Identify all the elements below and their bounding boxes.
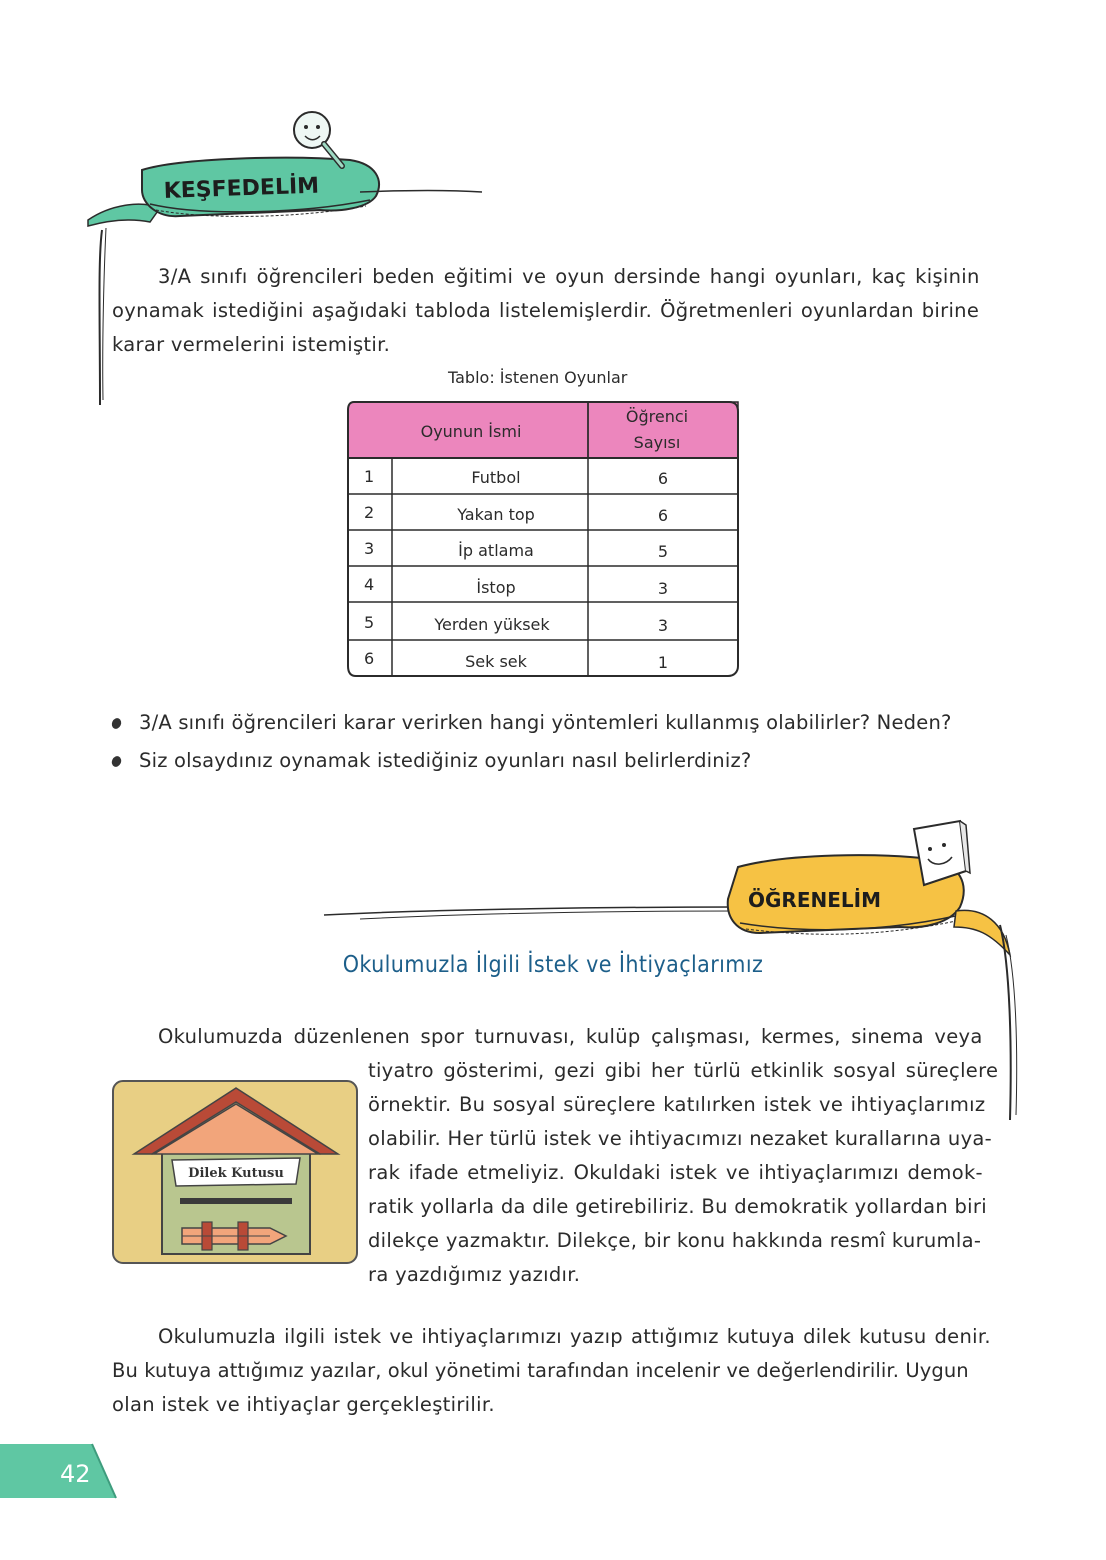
question-text: Siz olsaydınız oynamak istediğiniz oyunları nasıl belirlerdiniz? — [139, 749, 752, 772]
question-text: 3/A sınıfı öğrencileri karar verirken hangi yöntemleri kullanmış olabilirler? Neden? — [139, 711, 952, 734]
row-count: 5 — [657, 542, 669, 561]
para1-line: dilekçe yazmaktır. Dilekçe, bir konu hakkında resmî kurumla- — [368, 1229, 982, 1252]
row-name: İstop — [476, 578, 516, 597]
row-no: 1 — [364, 467, 375, 486]
row-name: Yakan top — [457, 505, 535, 524]
header-count-1: Öğrenci — [625, 407, 689, 426]
row-no: 3 — [364, 539, 375, 558]
row-no: 6 — [364, 649, 375, 668]
row-count: 3 — [657, 579, 669, 598]
para2-line: Okulumuzla ilgili istek ve ihtiyaçlarımızı yazıp attığımız kutuya dilek kutusu denir. — [158, 1325, 991, 1348]
para1-line: ra yazdığımız yazıdır. — [368, 1263, 581, 1286]
para1-line: örnektir. Bu sosyal süreçlere katılırken istek ve ihtiyaçlarımız — [368, 1093, 986, 1116]
para1-line: rak ifade etmeliyiz. Okuldaki istek ve ihtiyaçlarımızı demok- — [368, 1161, 983, 1184]
wish-box-illustration — [110, 1078, 360, 1268]
school-paragraph-wrap — [368, 1054, 999, 1292]
learn-banner-text: ÖĞRENELİM — [748, 888, 881, 912]
intro-line: 3/A sınıfı öğrencileri beden eğitimi ve oyun dersinde hangi oyunları, kaç kişinin — [158, 265, 980, 288]
discover-banner — [80, 100, 490, 410]
discover-banner-text: KEŞFEDELİM — [163, 173, 320, 204]
row-no: 4 — [364, 575, 375, 594]
para2-line: olan istek ve ihtiyaçlar gerçekleştirilir. — [112, 1393, 495, 1416]
row-name: Yerden yüksek — [434, 615, 550, 634]
section-title: Okulumuzla İlgili İstek ve İhtiyaçlarımız — [342, 952, 764, 978]
row-name: Sek sek — [465, 652, 527, 671]
para2-line: Bu kutuya attığımız yazılar, okul yönetimi tarafından incelenir ve değerlendirilir. Uygun — [112, 1359, 969, 1382]
row-no: 5 — [364, 613, 375, 632]
row-name: İp atlama — [458, 541, 534, 560]
intro-line: oynamak istediğini aşağıdaki tabloda listelemişlerdir. Öğretmenleri oyunlardan birine — [112, 299, 980, 322]
row-name: Futbol — [471, 468, 521, 487]
para1-line: olabilir. Her türlü istek ve ihtiyacımızı nezaket kurallarına uya- — [368, 1127, 993, 1150]
question-item — [112, 704, 952, 742]
page-number: 42 — [60, 1460, 91, 1488]
para1-line: tiyatro gösterimi, gezi gibi her türlü etkinlik sosyal süreçlere — [368, 1059, 999, 1082]
header-count-2: Sayısı — [633, 433, 681, 452]
bullet-icon — [110, 717, 123, 731]
para1-line: Okulumuzda düzenlenen spor turnuvası, kulüp çalışması, kermes, sinema veya — [158, 1025, 983, 1048]
row-count: 3 — [657, 616, 669, 635]
wish-box-label: Dilek Kutusu — [188, 1166, 284, 1181]
row-count: 1 — [657, 653, 669, 672]
games-table — [344, 400, 740, 678]
bullet-icon — [110, 755, 123, 769]
header-name: Oyunun İsmi — [420, 422, 522, 441]
wish-box-paragraph — [112, 1320, 992, 1422]
school-paragraph — [112, 1020, 992, 1054]
row-no: 2 — [364, 503, 375, 522]
intro-line: karar vermelerini istemiştir. — [112, 333, 391, 356]
intro-paragraph — [112, 260, 992, 362]
question-item — [112, 742, 952, 780]
table-caption: Tablo: İstenen Oyunlar — [448, 368, 628, 387]
question-list — [112, 704, 952, 780]
row-count: 6 — [657, 506, 669, 525]
row-count: 6 — [657, 469, 669, 488]
para1-line: ratik yollarla da dile getirebiliriz. Bu demokratik yollardan biri — [368, 1195, 987, 1218]
